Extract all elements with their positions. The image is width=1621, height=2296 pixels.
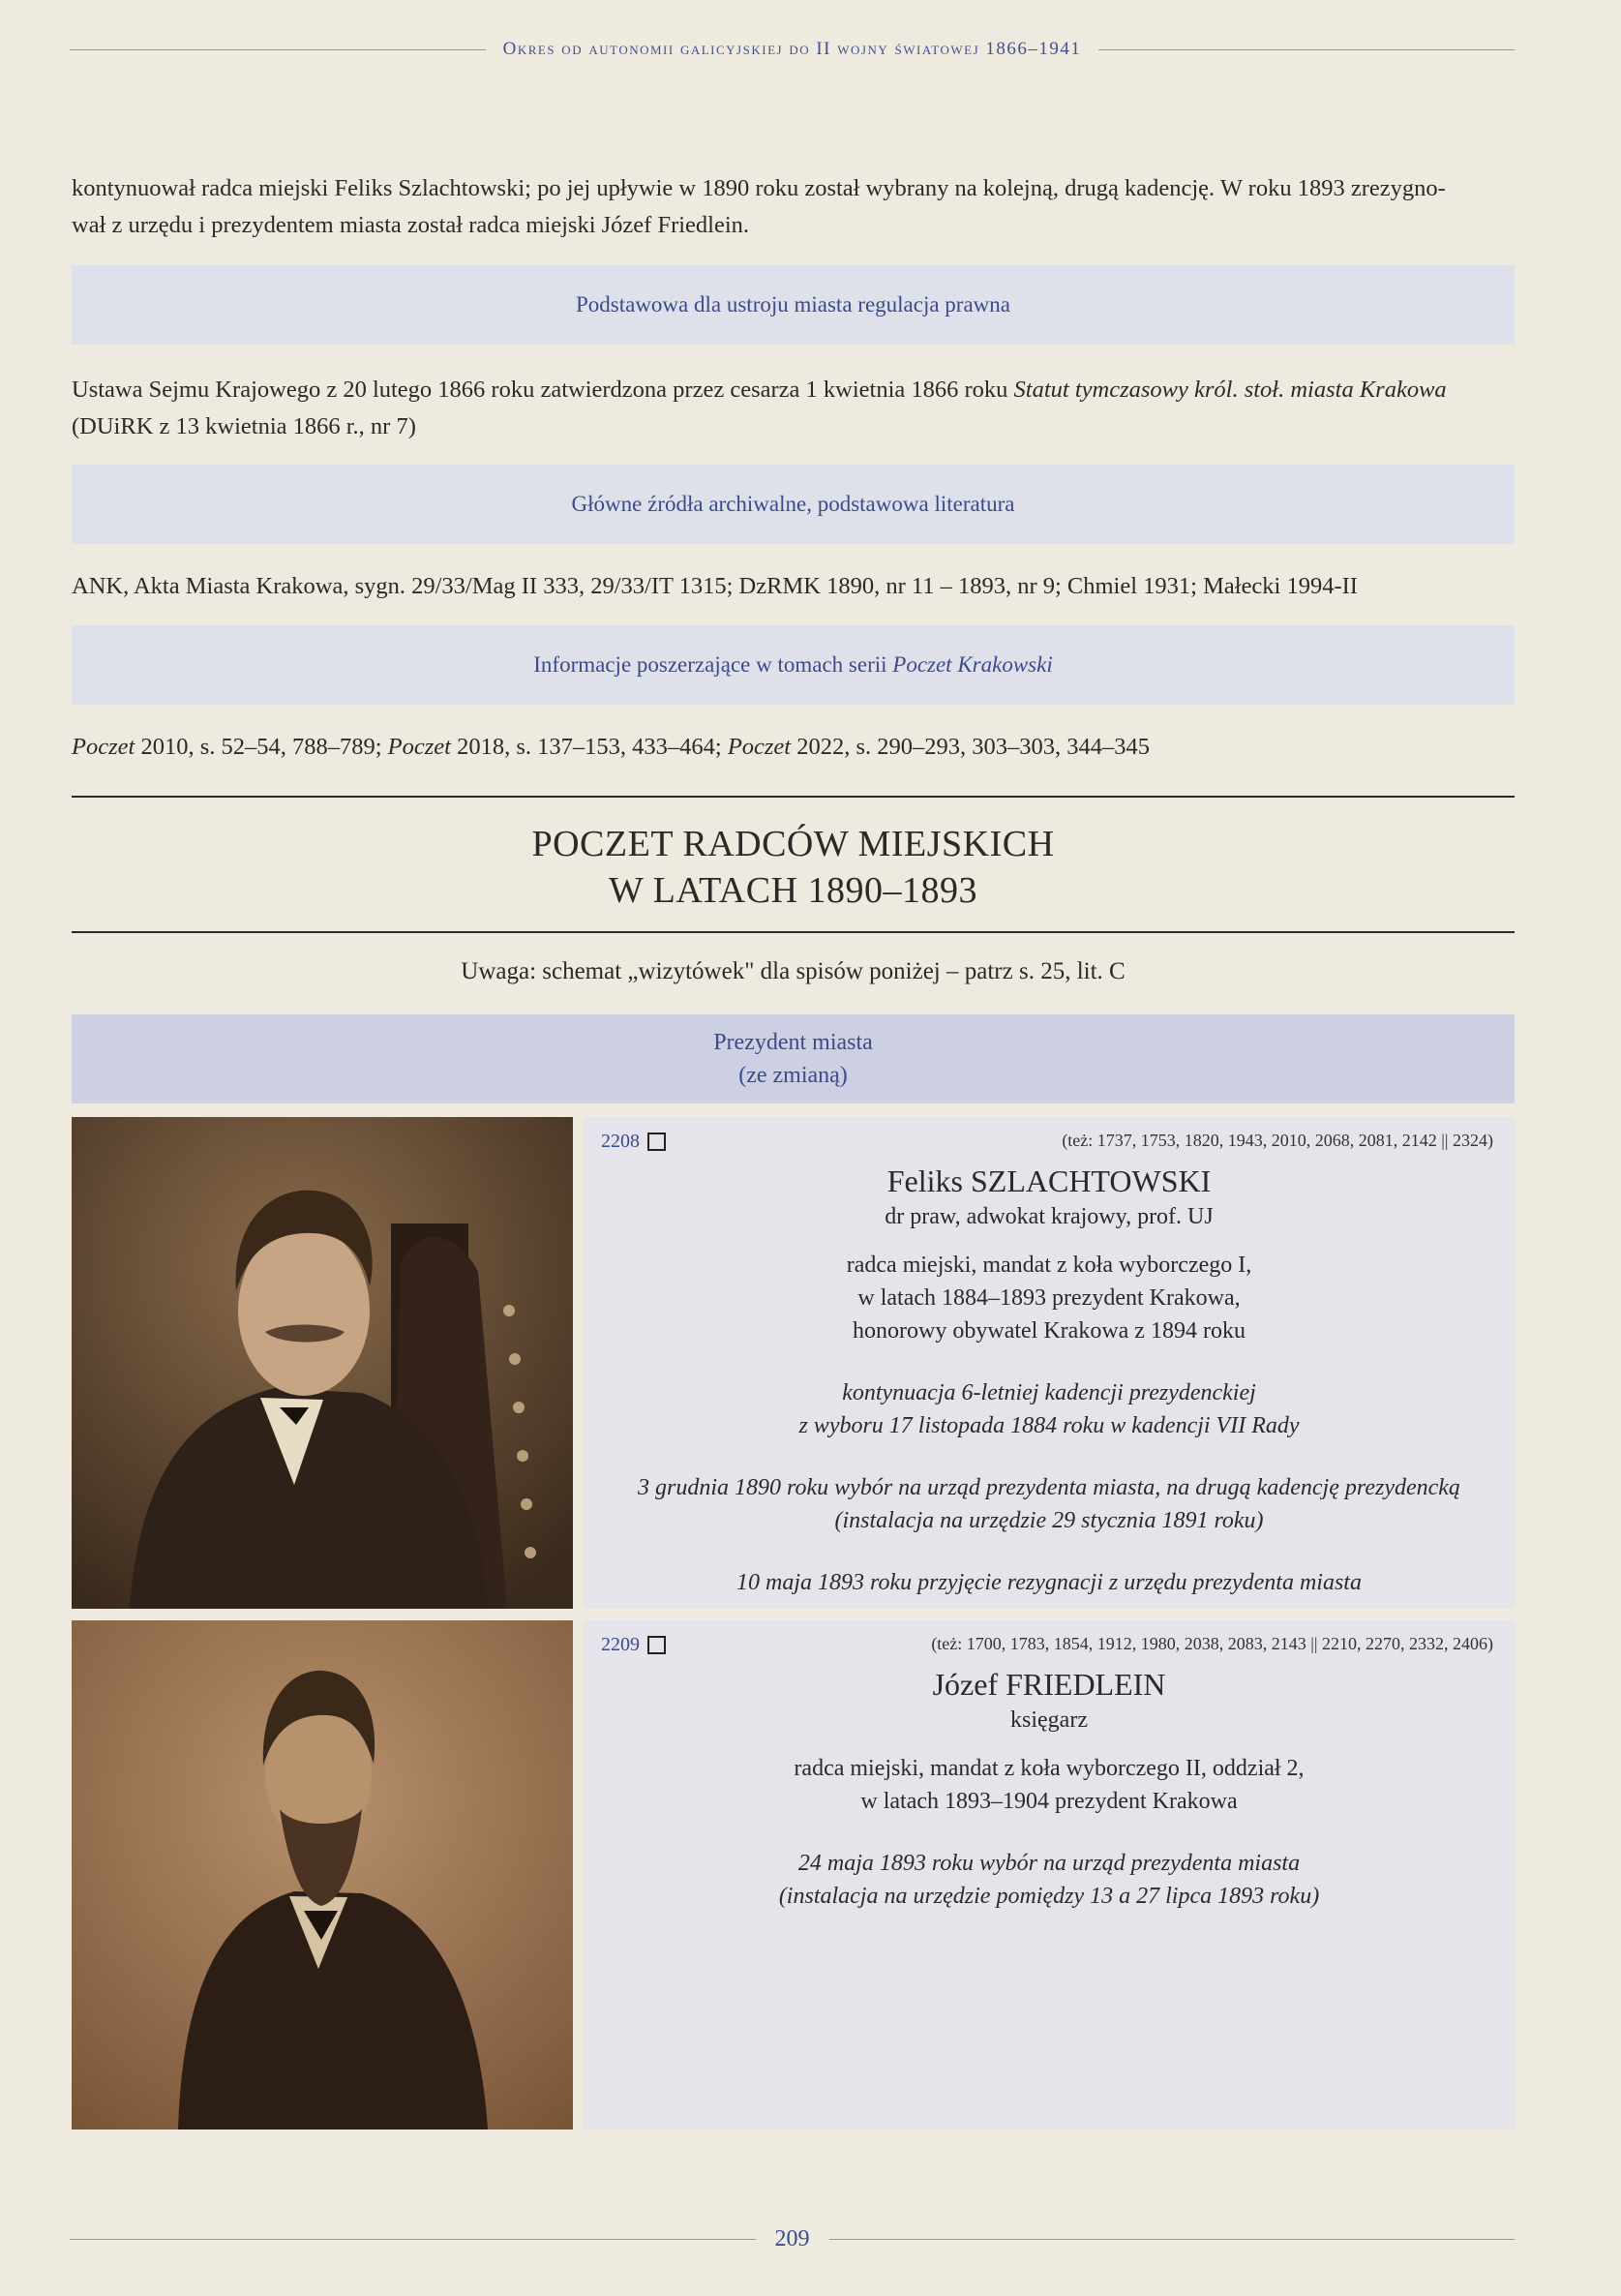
sources-text: ANK, Akta Miasta Krakowa, sygn. 29/33/Mag II 333, 29/33/IT 1315; DzRMK 1890, nr 11 – 1893, nr 9; Chmiel 1931; Małecki 1994-II [72,573,1358,599]
entry-see-also: (też: 1737, 1753, 1820, 1943, 2010, 2068, 2081, 2142 || 2324) [1062,1131,1493,1150]
entry-number: 2208 [601,1131,640,1152]
info-ref2-label: Poczet [387,734,451,760]
entry-details [584,1752,1515,1818]
entry-first-name: Feliks [886,1163,963,1198]
entry-first-name: Józef [932,1667,999,1702]
info-heading-italic: Poczet Krakowski [892,652,1053,677]
entry-profession: dr praw, adwokat krajowy, prof. UJ [885,1204,1214,1229]
title-rule-top [72,796,1515,798]
entry-card-2209 [584,1620,1515,2130]
entry-detail-line: radca miejski, mandat z koła wyborczego I, [846,1253,1252,1278]
entry-note-line: (instalacja na urzędzie 29 stycznia 1891 roku) [834,1508,1264,1533]
section-title [72,821,1515,914]
legal-heading: Podstawowa dla ustroju miasta regulacja prawna [575,292,1010,317]
entry-body [584,1117,1515,1599]
entry-name [584,1665,1515,1704]
portrait-photo-szlachtowski [72,1117,573,1609]
entry-note [584,1376,1515,1442]
entry-note-line: z wyboru 17 listopada 1884 roku w kadencji VII Rady [798,1413,1300,1438]
entry-detail-line: w latach 1884–1893 prezydent Krakowa, [857,1285,1241,1311]
footer-rule-right [829,2239,1516,2240]
footer-rule-left [70,2239,756,2240]
info-ref3-label: Poczet [727,734,792,760]
entry-surname: FRIEDLEIN [1006,1667,1166,1702]
entry-detail-line: radca miejski, mandat z koła wyborczego II, oddział 2, [794,1756,1305,1781]
info-heading-plain: Informacje poszerzające w tomach serii [533,652,893,677]
portrait-szlachtowski-image [72,1117,573,1609]
running-head-text: Okres od autonomii galicyjskiej do II wojny światowej 1866–1941 [502,39,1082,59]
title-rule-bottom [72,931,1515,933]
running-head [70,39,1515,60]
info-heading-band [72,625,1515,705]
entry-note-line: kontynuacja 6-letniej kadencji prezydenckiej [842,1380,1256,1405]
section-title-line-1: POCZET RADCÓW MIEJSKICH [531,824,1055,864]
info-text [72,729,1515,766]
intro-line-2: wał z urzędu i prezydentem miasta został radca miejski Józef Friedlein. [72,212,750,238]
info-ref1-label: Poczet [72,734,135,760]
entry-note [584,1847,1515,1913]
entry-name [584,1162,1515,1200]
page-footer [70,2226,1515,2252]
portrait-photo-friedlein [72,1620,573,2130]
legal-text-italic: Statut tymczasowy król. stoł. miasta Krakowa [1013,377,1447,403]
legal-text [72,372,1515,445]
president-band-line-2: (ze zmianą) [738,1063,848,1088]
president-band-line-1: Prezydent miasta [713,1030,873,1055]
entry-number: 2209 [601,1634,640,1655]
page-number: 209 [774,2226,810,2251]
running-head-rule-left [70,49,486,50]
legal-heading-band [72,265,1515,345]
info-ref3: 2022, s. 290–293, 303–303, 344–345 [791,734,1151,760]
entry-note [584,1471,1515,1537]
sources-heading: Główne źródła archiwalne, podstawowa literatura [571,492,1015,516]
entry-note-line: 3 grudnia 1890 roku wybór na urząd prezydenta miasta, na drugą kadencję prezydencką [638,1475,1460,1500]
section-title-line-2: W LATACH 1890–1893 [608,870,978,911]
entry-note-line: 24 maja 1893 roku wybór na urząd prezydenta miasta [797,1851,1301,1876]
entry-profession: księgarz [1010,1707,1088,1733]
legal-text-b: (DUiRK z 13 kwietnia 1866 r., nr 7) [72,413,416,439]
info-heading [533,652,1052,678]
checkbox-square-icon [647,1636,666,1654]
entry-surname: SZLACHTOWSKI [970,1163,1212,1198]
entry-note-line: 10 maja 1893 roku przyjęcie rezygnacji z urzędu prezydenta miasta [736,1570,1362,1595]
president-band [72,1014,1515,1103]
entry-details [584,1249,1515,1347]
sources-heading-band [72,465,1515,544]
intro-paragraph [72,170,1515,244]
entry-detail-line: w latach 1893–1904 prezydent Krakowa [860,1789,1238,1814]
schema-note: Uwaga: schemat „wizytówek" dla spisów poniżej – patrz s. 25, lit. C [461,958,1126,984]
entry-note [584,1566,1515,1599]
entry-see-also: (też: 1700, 1783, 1854, 1912, 1980, 2038, 2083, 2143 || 2210, 2270, 2332, 2406) [931,1634,1493,1653]
info-ref1: 2010, s. 52–54, 788–789; [135,734,388,760]
entry-body [584,1620,1515,1913]
checkbox-square-icon [647,1133,666,1151]
entry-number-2208 [601,1131,666,1153]
info-ref2: 2018, s. 137–153, 433–464; [450,734,728,760]
legal-text-a: Ustawa Sejmu Krajowego z 20 lutego 1866 roku zatwierdzona przez cesarza 1 kwietnia 1866 roku [72,377,1014,403]
running-head-rule-right [1098,49,1515,50]
entry-number-2209 [601,1634,666,1656]
intro-line-1: kontynuował radca miejski Feliks Szlachtowski; po jej upływie w 1890 roku został wybrany na kolejną, drugą kadencję. W roku 1893 zrezygno- [72,175,1446,201]
entry-detail-line: honorowy obywatel Krakowa z 1894 roku [853,1318,1246,1344]
entry-card-2208 [584,1117,1515,1609]
portrait-friedlein-image [72,1620,573,2130]
entry-note-line: (instalacja na urzędzie pomiędzy 13 a 27 lipca 1893 roku) [778,1884,1320,1909]
